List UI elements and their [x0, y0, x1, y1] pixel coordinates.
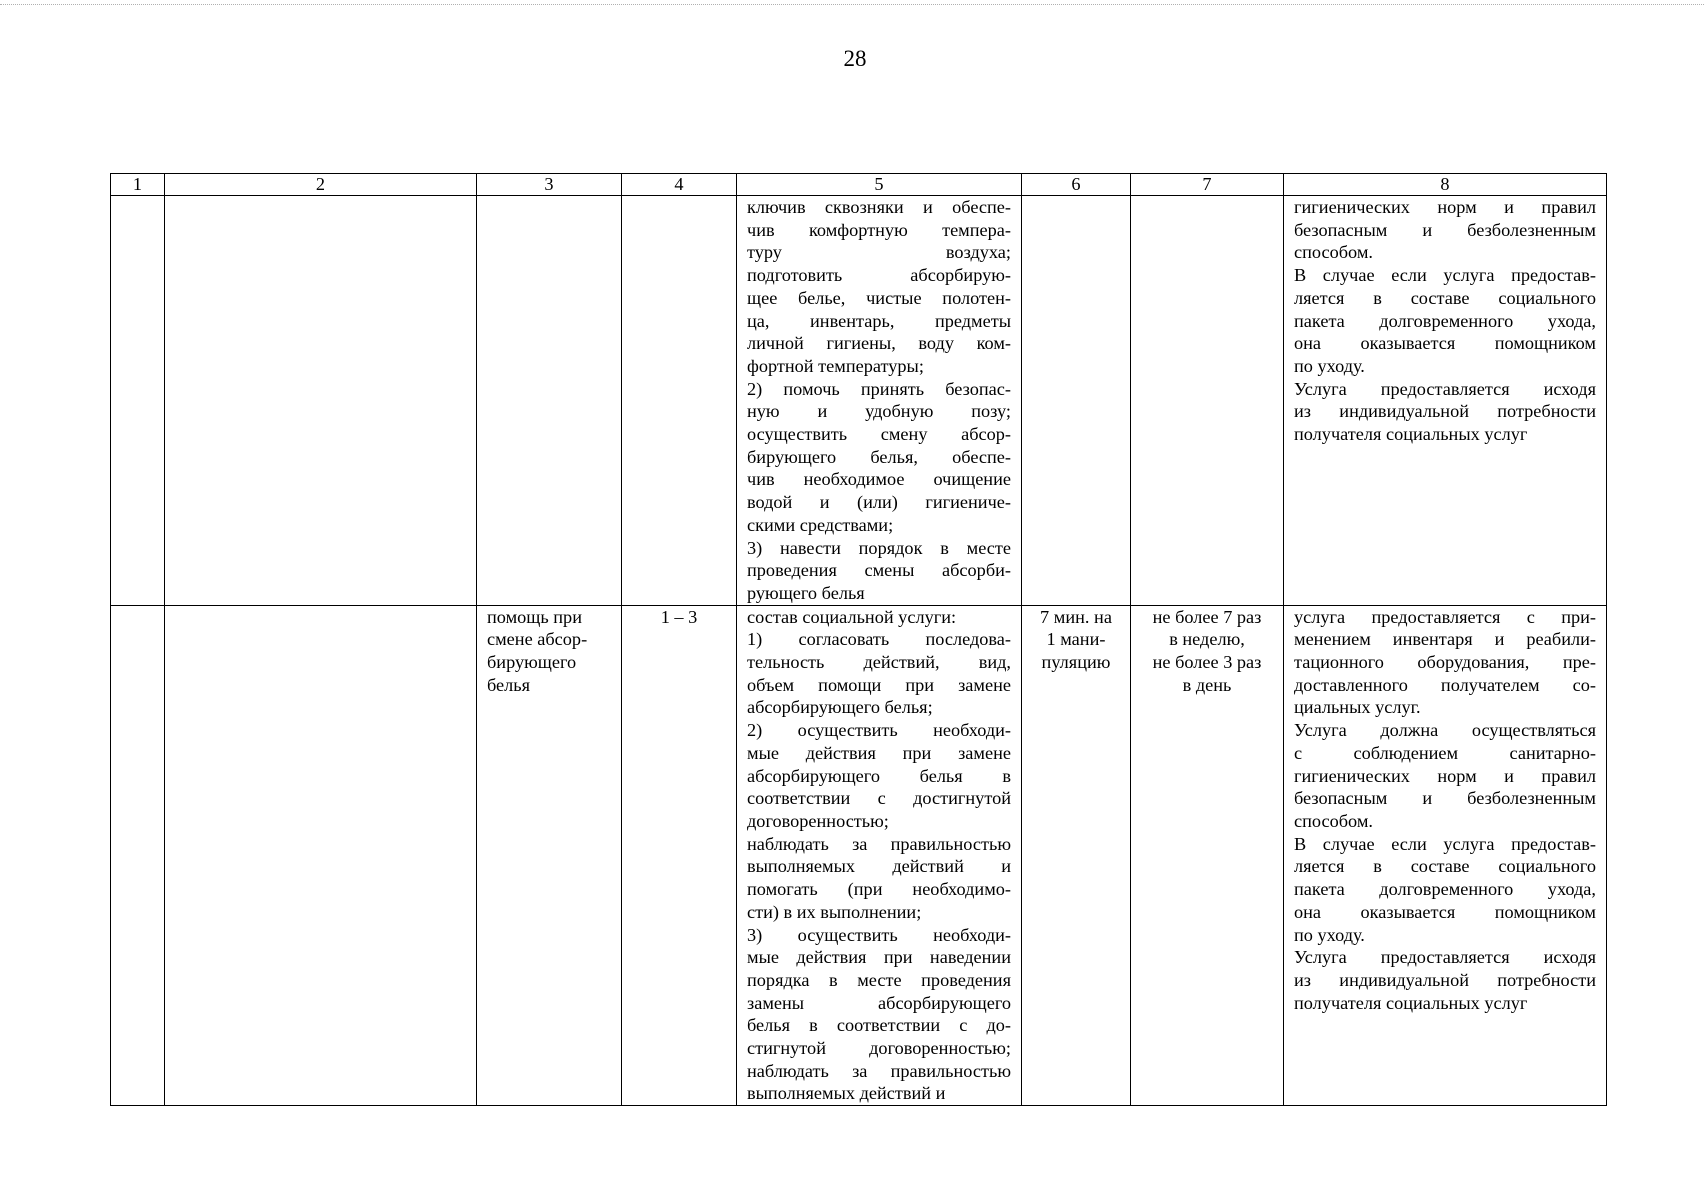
text-line: из индивидуальной потребности — [1294, 401, 1596, 422]
text-line: по уходу. — [1294, 924, 1365, 945]
text-line: стигнутой договоренностью; — [747, 1038, 1011, 1059]
text-line: помогать (при необходимо- — [747, 879, 1011, 900]
text-line: 3) осуществить необходи- — [747, 924, 1011, 945]
text-line: смене абсор- — [487, 629, 588, 650]
row2-col2 — [165, 605, 477, 1105]
text-line: туру воздуха; — [747, 242, 1011, 263]
text-line: В случае если услуга предостав- — [1294, 833, 1596, 854]
text-line: из индивидуальной потребности — [1294, 969, 1596, 990]
text-line: менением инвентаря и реабили- — [1294, 629, 1596, 650]
text-line: рующего белья — [747, 582, 865, 603]
text-line: личной гигиены, воду ком- — [747, 333, 1011, 354]
row1-conditions — [1284, 196, 1607, 606]
column-number-row — [111, 174, 1607, 196]
text-line: пуляцию — [1041, 652, 1111, 673]
header-cell-3: 3 — [477, 174, 622, 196]
text-line: объем помощи при замене — [747, 674, 1011, 695]
text-line: состав социальной услуги: — [747, 606, 957, 627]
row2-col1 — [111, 605, 165, 1105]
row1-col7 — [1131, 196, 1284, 606]
header-cell-1: 1 — [111, 174, 165, 196]
text-line: Услуга должна осуществляться — [1294, 720, 1596, 741]
text-line: водой и (или) гигиениче- — [747, 492, 1011, 513]
text-line: выполняемых действий и — [747, 1083, 946, 1104]
row2-frequency — [1131, 605, 1284, 1105]
text-line: Услуга предоставляется исходя — [1294, 378, 1596, 399]
text-line: белья — [487, 674, 531, 695]
text-line: осуществить смену абсор- — [747, 424, 1011, 445]
header-cell-6: 6 — [1022, 174, 1131, 196]
text-line: пакета долговременного ухода, — [1294, 310, 1596, 331]
text-line: выполняемых действий и — [747, 856, 1011, 877]
row1-col1 — [111, 196, 165, 606]
text-line: по уходу. — [1294, 355, 1365, 376]
text-line: соответствии с достигнутой — [747, 788, 1011, 809]
header-cell-8: 8 — [1284, 174, 1607, 196]
text-line: В случае если услуга предостав- — [1294, 265, 1596, 286]
text-line: помощь при — [487, 606, 582, 627]
row1-col2 — [165, 196, 477, 606]
scan-edge-rule — [0, 4, 1704, 5]
row2-service-composition — [737, 605, 1022, 1105]
text-line: замены абсорбирующего — [747, 992, 1011, 1013]
text-line: мые действия при наведении — [747, 947, 1011, 968]
text-line: 7 мин. на — [1040, 606, 1112, 627]
text-line: ляется в составе социального — [1294, 856, 1596, 877]
text-line: 2) помочь принять безопас- — [747, 378, 1011, 399]
row2-service-name — [477, 605, 622, 1105]
text-line: бирующего белья, обеспе- — [747, 446, 1011, 467]
row2-duration-range: 1 – 3 — [622, 605, 737, 1105]
text-line: услуга предоставляется с при- — [1294, 606, 1596, 627]
text-line: получателя социальных услуг — [1294, 992, 1528, 1013]
header-cell-5: 5 — [737, 174, 1022, 196]
text-line: тельность действий, вид, — [747, 652, 1011, 673]
row1-service-composition — [737, 196, 1022, 606]
text-line: доставленного получателем со- — [1294, 674, 1596, 695]
text-line: способом. — [1294, 810, 1373, 831]
text-line: 1 мани- — [1046, 629, 1106, 650]
text-line: абсорбирующего белья в — [747, 765, 1011, 786]
text-line: мые действия при замене — [747, 742, 1011, 763]
text-line: она оказывается помощником — [1294, 901, 1596, 922]
text-line: не более 3 раз — [1152, 652, 1262, 673]
header-cell-4: 4 — [622, 174, 737, 196]
text-line: 3) навести порядок в месте — [747, 537, 1011, 558]
page-number: 28 — [843, 46, 867, 71]
text-line: гигиенических норм и правил — [1294, 765, 1596, 786]
text-line: фортной температуры; — [747, 355, 924, 376]
text-line: щее белье, чистые полотен- — [747, 287, 1011, 308]
text-line: скими средствами; — [747, 514, 894, 535]
text-line: абсорбирующего белья; — [747, 697, 933, 718]
text-line: бирующего — [487, 652, 577, 673]
table-row — [111, 605, 1607, 1105]
text-line: ключив сквозняки и обеспе- — [747, 197, 1011, 217]
text-line: пакета долговременного ухода, — [1294, 879, 1596, 900]
text-line: тационного оборудования, пре- — [1294, 652, 1596, 673]
services-table — [110, 173, 1607, 1106]
header-cell-7: 7 — [1131, 174, 1284, 196]
text-line: 1) согласовать последова- — [747, 629, 1011, 650]
text-line: ную и удобную позу; — [747, 401, 1011, 422]
text-line: с соблюдением санитарно- — [1294, 742, 1596, 763]
text-line: чив комфортную темпера- — [747, 219, 1011, 240]
text-line: Услуга предоставляется исходя — [1294, 947, 1596, 968]
text-line: договоренностью; — [747, 810, 889, 831]
text-line: наблюдать за правильностью — [747, 1060, 1011, 1081]
text-line: проведения смены абсорби- — [747, 560, 1011, 581]
text-line: белья в соответствии с до- — [747, 1015, 1011, 1036]
header-cell-2: 2 — [165, 174, 477, 196]
text-line: чив необходимое очищение — [747, 469, 1011, 490]
text-line: порядка в месте проведения — [747, 969, 1011, 990]
text-line: наблюдать за правильностью — [747, 833, 1011, 854]
text-line: способом. — [1294, 242, 1373, 263]
text-line: получателя социальных услуг — [1294, 424, 1528, 445]
text-line: 2) осуществить необходи- — [747, 720, 1011, 741]
text-line: ца, инвентарь, предметы — [747, 310, 1011, 331]
text-line: в неделю, — [1169, 629, 1245, 650]
text-line: подготовить абсорбирую- — [747, 265, 1011, 286]
text-line: циальных услуг. — [1294, 697, 1421, 718]
text-line: она оказывается помощником — [1294, 333, 1596, 354]
text-line: безопасным и безболезненным — [1294, 788, 1596, 809]
table-row — [111, 196, 1607, 606]
row2-conditions — [1284, 605, 1607, 1105]
row1-col3 — [477, 196, 622, 606]
text-line: безопасным и безболезненным — [1294, 219, 1596, 240]
text-line: ляется в составе социального — [1294, 287, 1596, 308]
text-line: гигиенических норм и правил — [1294, 197, 1596, 217]
row2-time-norm — [1022, 605, 1131, 1105]
row1-col6 — [1022, 196, 1131, 606]
text-line: в день — [1182, 674, 1232, 695]
text-line: сти) в их выполнении; — [747, 901, 922, 922]
row1-col4 — [622, 196, 737, 606]
text-line: не более 7 раз — [1152, 606, 1262, 627]
